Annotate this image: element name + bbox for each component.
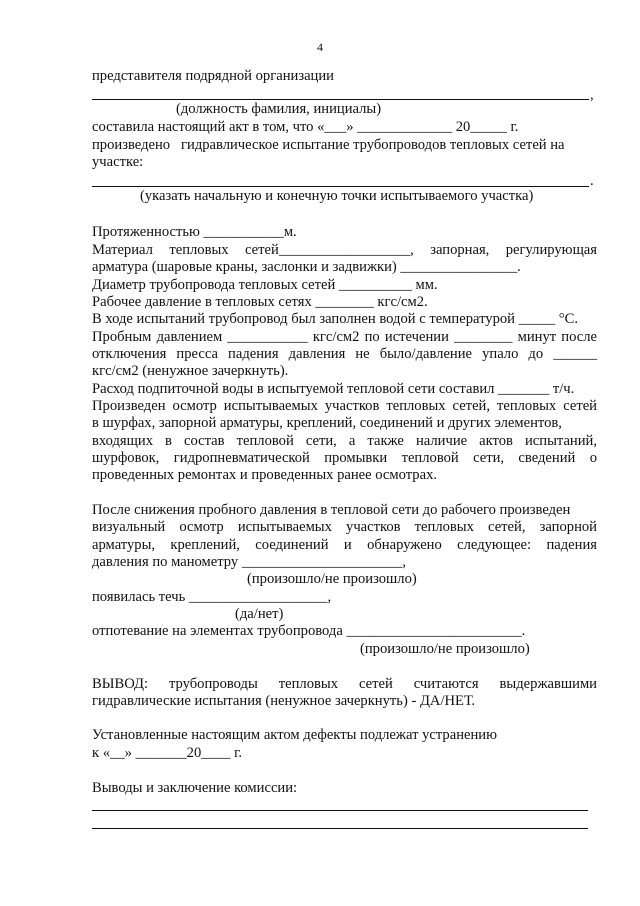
line-manometer: давления по манометру ______________________, [92,554,407,570]
caption-manometer: (произошло/не произошло) [247,571,417,587]
blank-line-position-name[interactable] [92,99,589,100]
line-inspection-1: Произведен осмотр испытываемых участков тепловых сетей, тепловых сетей [92,398,597,414]
trailing-dot: . [590,173,594,189]
line-commission-conclusions: Выводы и заключение комиссии: [92,780,298,796]
line-inspection-4: шурфовок, гидропневматической промывки тепловой сети, сведений о [92,450,597,466]
line-act-date: составила настоящий акт в том, что «___» _____________ 20_____ г. [92,119,519,135]
blank-line-conclusions-2[interactable] [92,828,588,829]
line-material: Материал тепловых сетей__________________, запорная, регулирующая [92,242,597,258]
line-sweating: отпотевание на элементах трубопровода ________________________. [92,623,526,639]
line-units-note: кгс/см2 (ненужное зачеркнуть). [92,363,289,379]
line-water-temperature: В ходе испытаний трубопровод был заполнен водой с температурой _____ °С. [92,311,578,327]
blank-line-section-points[interactable] [92,186,589,187]
blank-line-conclusions-1[interactable] [92,810,588,811]
line-inspection-5: проведенных ремонтах и проведенных ранее осмотрах. [92,467,438,483]
line-pressure-drop: отключения пресса падения давления не было/давление упало до ______ [92,346,597,362]
line-contractor-representative: представителя подрядной организации [92,68,334,84]
line-defects: Установленные настоящим актом дефекты подлежат устранению [92,727,498,743]
line-after-reduction-2: визуальный осмотр испытываемых участков тепловых сетей, запорной [92,519,597,535]
line-inspection-3: входящих в состав тепловой сети, а также наличие актов испытаний, [92,433,597,449]
caption-position-name: (должность фамилия, инициалы) [176,101,382,117]
line-defects-date: к «__» _______20____ г. [92,745,243,761]
line-section-label: участке: [92,154,144,170]
line-inspection-2: в шурфах, запорной арматуры, креплений, соединений и других элементов, [92,415,562,431]
caption-leak: (да/нет) [235,606,284,622]
caption-sweating: (произошло/не произошло) [360,641,530,657]
line-working-pressure: Рабочее давление в тепловых сетях ________ кгс/см2. [92,294,428,310]
line-makeup-water: Расход подпиточной воды в испытуемой тепловой сети составил _______ т/ч. [92,381,575,397]
line-length: Протяженностью ___________м. [92,224,297,240]
line-after-reduction-3: арматуры, креплений, соединений и обнаружено следующее: падения [92,537,597,553]
line-leak: появилась течь ___________________, [92,589,332,605]
line-test-performed: произведено гидравлическое испытание трубопроводов тепловых сетей на [92,137,565,153]
line-after-reduction-1: После снижения пробного давления в тепловой сети до рабочего произведен [92,502,571,518]
caption-section-points: (указать начальную и конечную точки испытываемого участка) [140,188,534,204]
line-fittings: арматура (шаровые краны, заслонки и задвижки) ________________. [92,259,521,275]
trailing-comma: , [590,87,594,103]
line-diameter: Диаметр трубопровода тепловых сетей __________ мм. [92,277,438,293]
page-number: 4 [317,40,323,54]
line-conclusion: ВЫВОД: трубопроводы тепловых сетей считаются выдержавшими [92,676,597,692]
line-conclusion-2: гидравлические испытания (ненужное зачеркнуть) - ДА/НЕТ. [92,693,476,709]
line-test-pressure: Пробным давлением ___________ кгс/см2 по истечении ________ минут после [92,329,597,345]
